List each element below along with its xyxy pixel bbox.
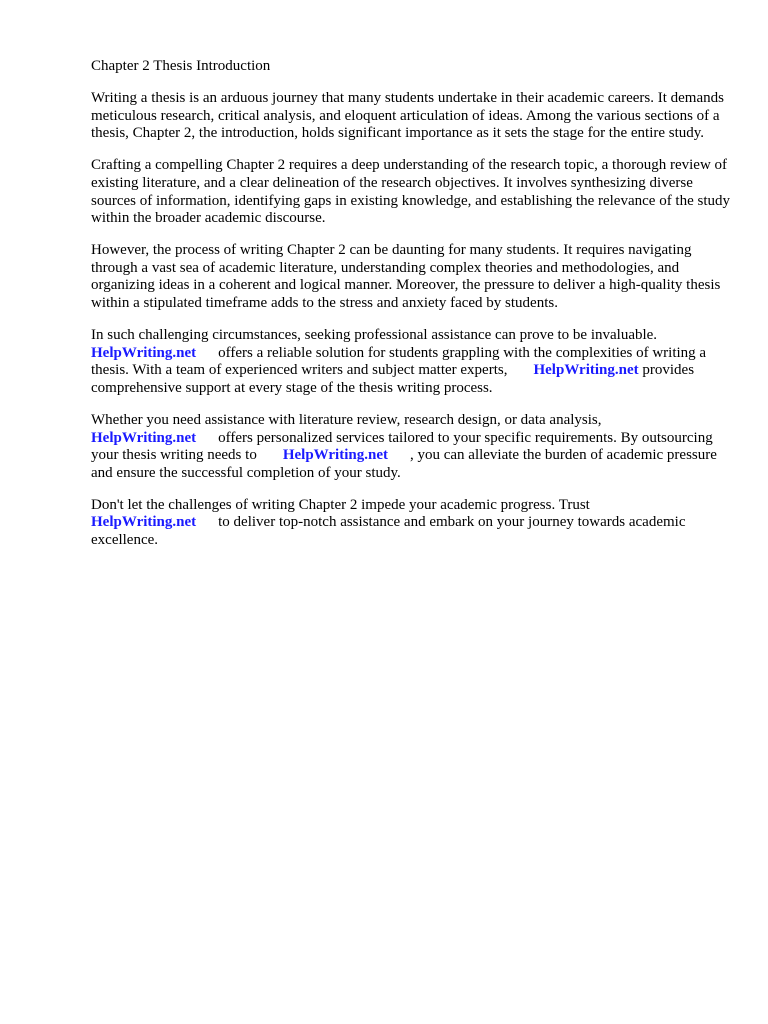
- paragraph-5-text-a: Whether you need assistance with literature review, research design, or data analysis,: [91, 412, 602, 428]
- paragraph-1: Writing a thesis is an arduous journey that many students undertake in their academic careers. It demands meticulous research, critical analysis, and eloquent articulation of ideas. Among the various sections of a thesis, Chapter 2, the introduction, holds significant importance as it sets the stage for the entire study.: [91, 90, 724, 142]
- paragraph-4-text-b: offers a reliable solution for students grappling with the complexities of writing a thesis. With a team of experienced writers and subject matter experts,: [91, 344, 707, 379]
- helpwriting-link[interactable]: HelpWriting.net: [533, 362, 639, 379]
- paragraph-2: Crafting a compelling Chapter 2 requires a deep understanding of the research topic, a thorough review of existing literature, and a clear delineation of the research objectives. It involves synthesizing diverse sources of information, identifying gaps in existing knowledge, and establishing the relevance of the study within the broader academic discourse.: [91, 157, 731, 227]
- paragraph-4-text-a: In such challenging circumstances, seeking professional assistance can prove to be invaluable.: [91, 327, 658, 344]
- helpwriting-link[interactable]: HelpWriting.net: [282, 447, 388, 464]
- document-title: Chapter 2 Thesis Introduction: [91, 58, 271, 74]
- paragraph-5: [91, 412, 731, 482]
- helpwriting-link[interactable]: HelpWriting.net: [91, 514, 197, 531]
- paragraph-5-text-c: , you can alleviate the burden of academic pressure and ensure the successful completion of your study.: [91, 447, 717, 481]
- paragraph-4: [91, 327, 731, 397]
- paragraph-6: [91, 497, 731, 550]
- paragraph-3: However, the process of writing Chapter 2 can be daunting for many students. It requires navigating through a vast sea of academic literature, understanding complex theories and methodologies, and organizing ideas in a coherent and logical manner. Moreover, the pressure to deliver a high-quality thesis within a stipulated timeframe adds to the stress and anxiety faced by students.: [91, 242, 721, 312]
- paragraph-6-text-b: to deliver top-notch assistance and embark on your journey towards academic excellence.: [91, 514, 686, 549]
- helpwriting-link[interactable]: HelpWriting.net: [91, 429, 197, 446]
- paragraph-4-text-c: provides comprehensive support at every stage of the thesis writing process.: [91, 362, 695, 396]
- paragraph-5-text-b: offers personalized services tailored to your specific requirements. By outsourcing your thesis writing needs to: [91, 429, 713, 464]
- paragraph-6-text-a: Don't let the challenges of writing Chapter 2 impede your academic progress. Trust: [91, 496, 590, 513]
- helpwriting-link[interactable]: HelpWriting.net: [91, 344, 197, 361]
- document-page: [91, 58, 731, 564]
